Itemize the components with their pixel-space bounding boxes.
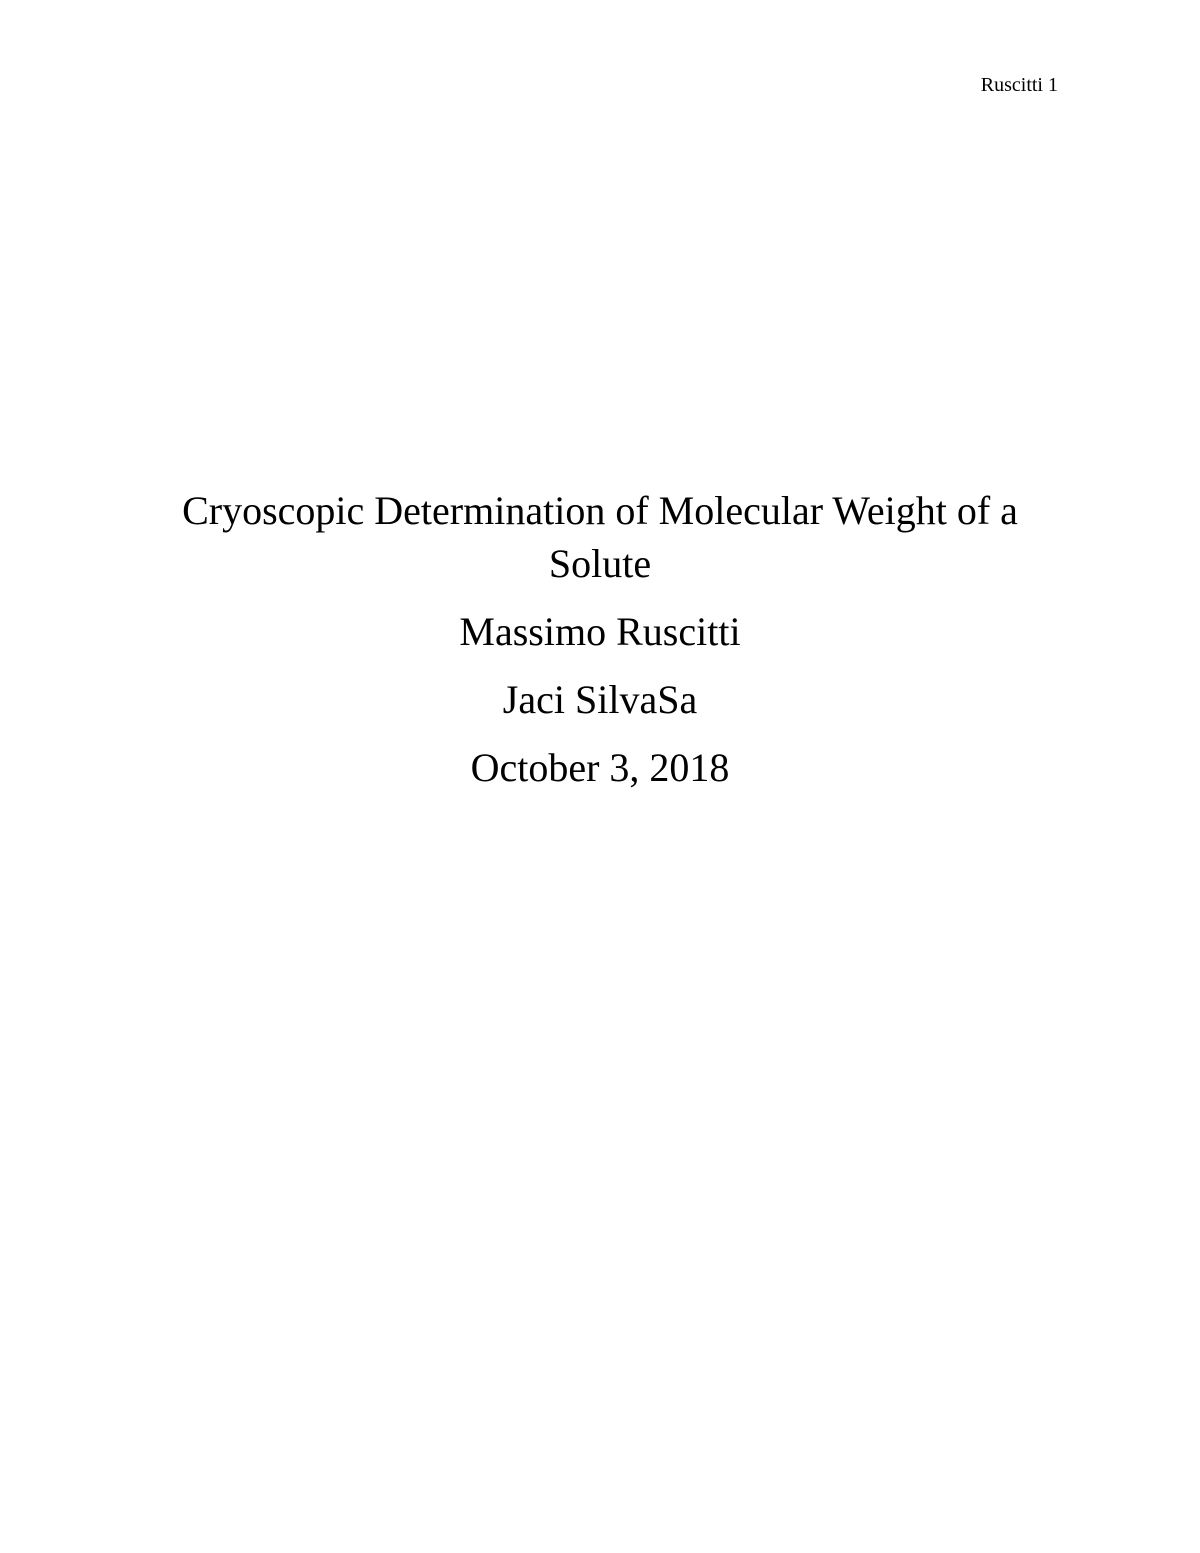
running-head: Ruscitti 1 xyxy=(980,74,1058,96)
author-name: Massimo Ruscitti xyxy=(459,609,741,654)
paper-title xyxy=(140,484,1060,590)
title-line-1: Cryoscopic Determination of Molecular Weight of a xyxy=(182,488,1018,533)
report-date: October 3, 2018 xyxy=(470,745,730,790)
title-line-2: Solute xyxy=(548,541,652,586)
partner-name: Jaci SilvaSa xyxy=(502,677,698,722)
title-block xyxy=(140,484,1060,794)
